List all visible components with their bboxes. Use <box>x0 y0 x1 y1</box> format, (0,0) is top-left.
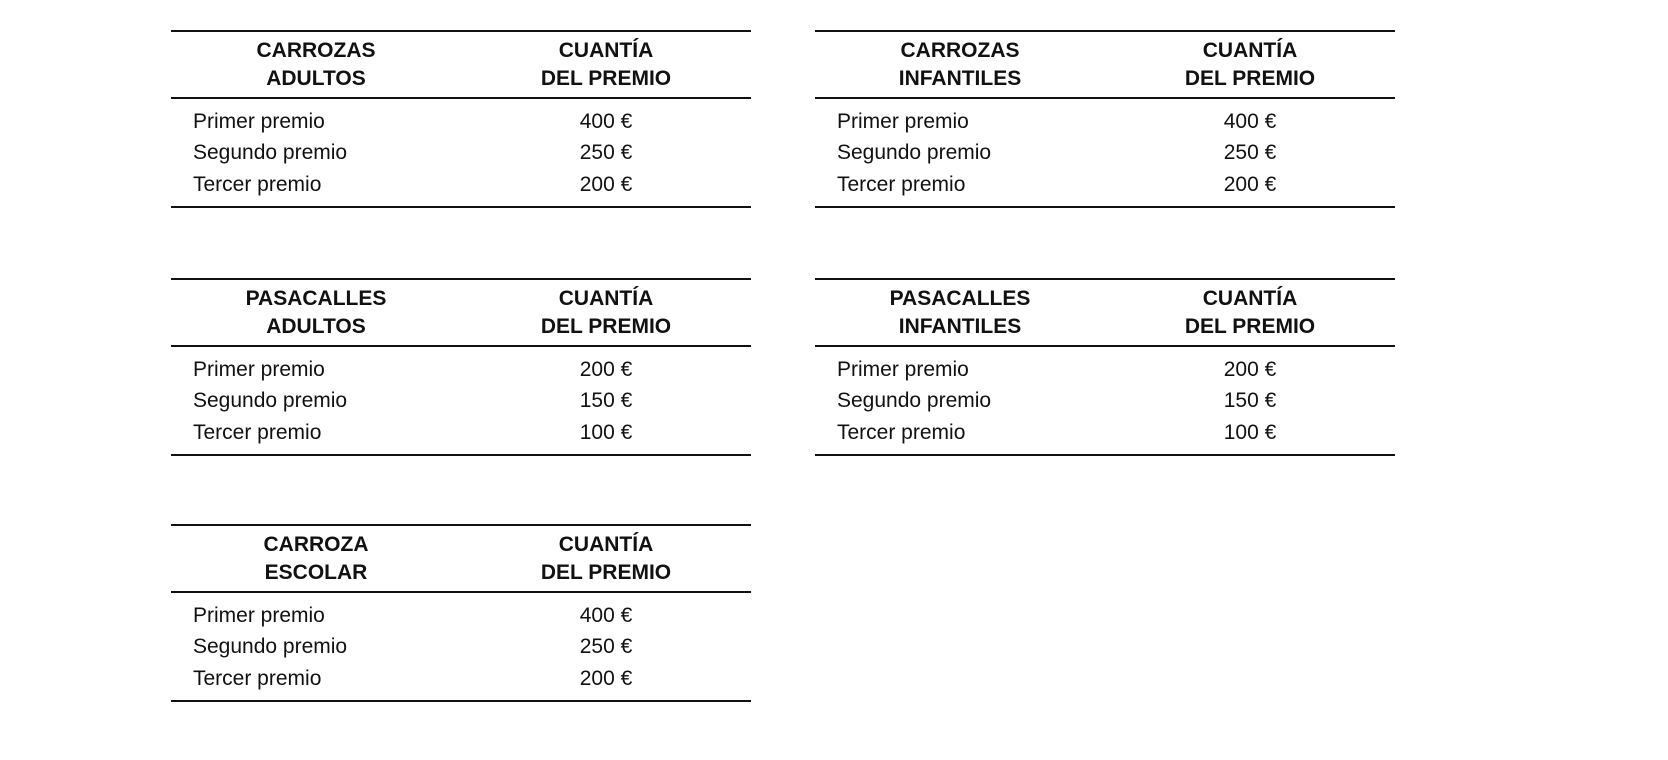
prize-amount: 250 € <box>579 635 633 659</box>
amount-header-line1: CUANTÍA <box>558 286 654 310</box>
table-row <box>815 417 1395 449</box>
prize-name: Primer premio <box>837 109 969 133</box>
prize-table-carrozas-adultos <box>171 30 751 208</box>
category-header <box>171 531 461 587</box>
amount-header <box>461 37 751 93</box>
prize-amount: 400 € <box>1223 109 1277 133</box>
prize-amount: 200 € <box>1223 172 1277 196</box>
table-row <box>815 169 1395 201</box>
amount-header-line2: DEL PREMIO <box>1184 66 1316 90</box>
table-row <box>171 138 751 170</box>
amount-header-line2: DEL PREMIO <box>540 66 672 90</box>
category-header-line2: ADULTOS <box>266 314 366 338</box>
prize-table-pasacalles-adultos <box>171 278 751 456</box>
amount-header-line1: CUANTÍA <box>558 38 654 62</box>
amount-header <box>1105 285 1395 341</box>
prize-amount: 200 € <box>579 357 633 381</box>
prize-table-carroza-escolar <box>171 524 751 702</box>
category-header-line1: CARROZA <box>263 532 369 556</box>
prize-table-pasacalles-infantiles <box>815 278 1395 456</box>
table-row <box>171 600 751 632</box>
category-header <box>171 37 461 93</box>
category-header-line2: INFANTILES <box>898 314 1022 338</box>
table-row <box>171 106 751 138</box>
amount-header-line1: CUANTÍA <box>1202 286 1298 310</box>
amount-header-line2: DEL PREMIO <box>540 314 672 338</box>
prize-name: Tercer premio <box>193 666 322 690</box>
prize-name: Tercer premio <box>837 420 966 444</box>
amount-header <box>461 285 751 341</box>
amount-header-line1: CUANTÍA <box>558 532 654 556</box>
category-header-line2: ADULTOS <box>266 66 366 90</box>
table-header <box>171 32 751 99</box>
prize-amount: 200 € <box>579 666 633 690</box>
table-header <box>171 280 751 347</box>
table-row <box>815 106 1395 138</box>
table-row <box>171 632 751 664</box>
prize-amount: 200 € <box>579 172 633 196</box>
table-row <box>815 354 1395 386</box>
table-header <box>815 32 1395 99</box>
prize-table-carrozas-infantiles <box>815 30 1395 208</box>
category-header <box>171 285 461 341</box>
prize-name: Segundo premio <box>193 389 348 413</box>
table-row <box>815 138 1395 170</box>
prize-amount: 400 € <box>579 603 633 627</box>
prize-amount: 100 € <box>579 420 633 444</box>
amount-header-line2: DEL PREMIO <box>1184 314 1316 338</box>
prize-name: Segundo premio <box>193 141 348 165</box>
category-header <box>815 37 1105 93</box>
table-body <box>171 99 751 206</box>
table-body <box>815 99 1395 206</box>
prize-amount: 150 € <box>1223 389 1277 413</box>
prize-amount: 200 € <box>1223 357 1277 381</box>
prize-name: Primer premio <box>193 603 325 627</box>
prize-name: Primer premio <box>193 109 325 133</box>
prize-name: Segundo premio <box>837 141 992 165</box>
category-header-line1: CARROZAS <box>256 38 376 62</box>
category-header-line1: PASACALLES <box>889 286 1031 310</box>
category-header-line1: PASACALLES <box>245 286 387 310</box>
prize-amount: 250 € <box>1223 141 1277 165</box>
prize-name: Segundo premio <box>837 389 992 413</box>
table-row <box>815 386 1395 418</box>
amount-header-line1: CUANTÍA <box>1202 38 1298 62</box>
table-body <box>171 593 751 700</box>
category-header-line1: CARROZAS <box>900 38 1020 62</box>
table-row <box>171 354 751 386</box>
prize-amount: 150 € <box>579 389 633 413</box>
prize-name: Primer premio <box>837 357 969 381</box>
prize-name: Tercer premio <box>193 420 322 444</box>
prize-name: Primer premio <box>193 357 325 381</box>
table-header <box>815 280 1395 347</box>
table-row <box>171 386 751 418</box>
prize-name: Segundo premio <box>193 635 348 659</box>
prize-amount: 250 € <box>579 141 633 165</box>
prize-name: Tercer premio <box>837 172 966 196</box>
prize-name: Tercer premio <box>193 172 322 196</box>
amount-header-line2: DEL PREMIO <box>540 560 672 584</box>
table-body <box>815 347 1395 454</box>
category-header <box>815 285 1105 341</box>
prize-amount: 400 € <box>579 109 633 133</box>
table-row <box>171 663 751 695</box>
amount-header <box>1105 37 1395 93</box>
amount-header <box>461 531 751 587</box>
table-body <box>171 347 751 454</box>
table-header <box>171 526 751 593</box>
table-row <box>171 169 751 201</box>
prize-amount: 100 € <box>1223 420 1277 444</box>
table-row <box>171 417 751 449</box>
category-header-line2: ESCOLAR <box>264 560 368 584</box>
category-header-line2: INFANTILES <box>898 66 1022 90</box>
